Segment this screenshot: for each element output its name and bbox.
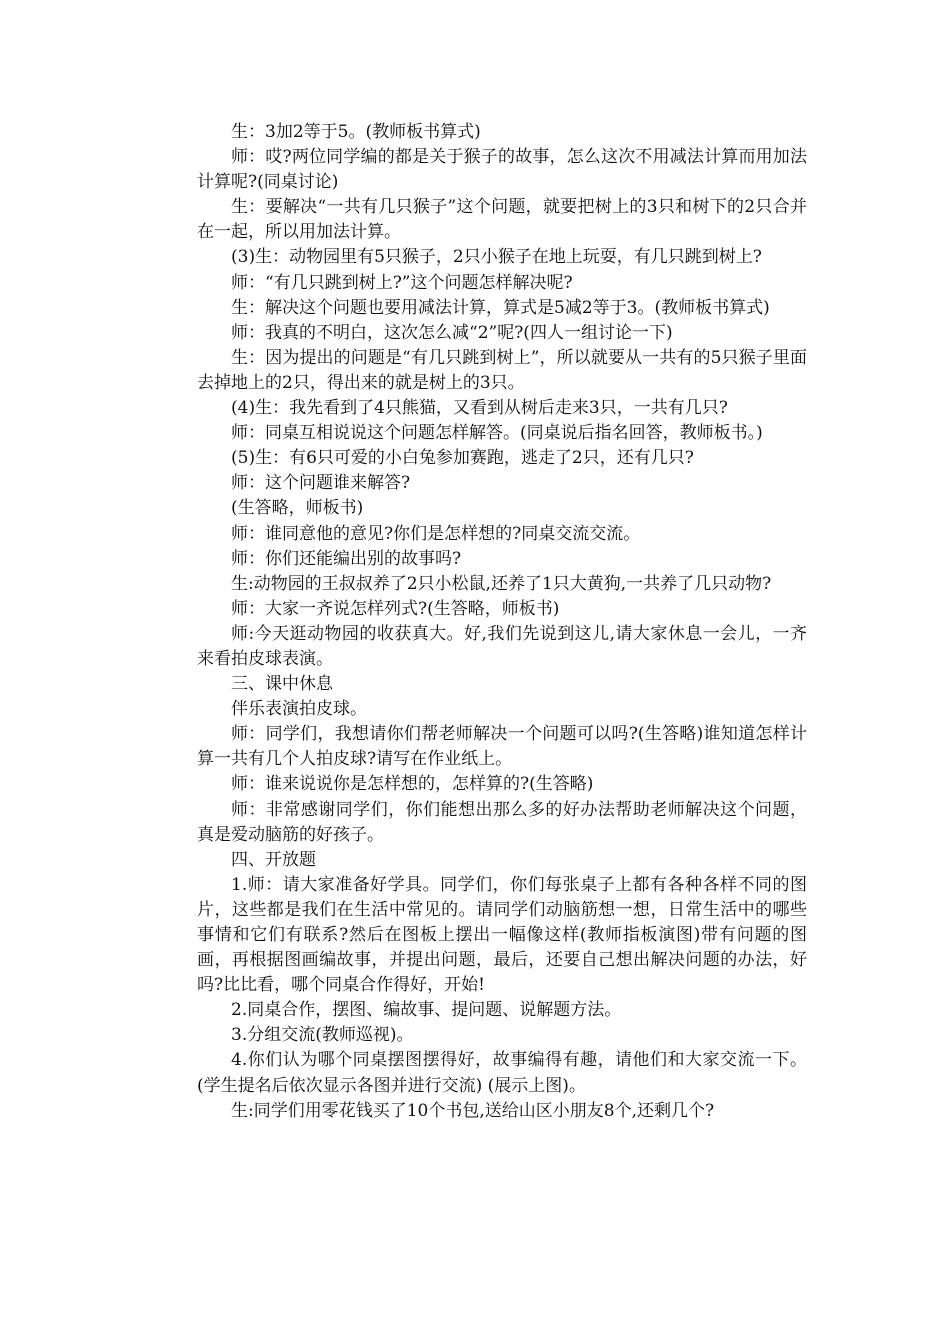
paragraph: 生：因为提出的问题是“有几只跳到树上”，所以就要从一共有的5只猴子里面去掉地上的2只，得出来的就是树上的3只。	[197, 347, 807, 393]
paragraph: 3.分组交流(教师巡视)。	[231, 1025, 414, 1046]
paragraph: 师：你们还能编出别的故事吗?	[231, 548, 462, 569]
paragraph: (生答略，师板书)	[231, 498, 364, 519]
paragraph: (5)生：有6只可爱的小白兔参加赛跑，逃走了2只，还有几只?	[231, 448, 694, 469]
paragraph: 伴乐表演拍皮球。	[231, 699, 367, 720]
paragraph: 生：3加2等于5。(教师板书算式)	[231, 122, 481, 142]
paragraph: 师：哎?两位同学编的都是关于猴子的故事，怎么这次不用减法计算而用加法计算呢?(同桌讨论)	[197, 147, 807, 193]
paragraph: 师：同桌互相说说这个问题怎样解答。(同桌说后指名回答，教师板书。)	[231, 423, 763, 444]
paragraph: 师:今天逛动物园的收获真大。好,我们先说到这儿,请大家休息一会儿，一齐来看拍皮球表演。	[197, 623, 807, 669]
paragraph: 生：解决这个问题也要用减法计算，算式是5减2等于3。(教师板书算式)	[231, 297, 770, 318]
paragraph: (4)生：我先看到了4只熊猫，又看到从树后走来3只，一共有几只?	[231, 398, 728, 419]
document-page	[197, 120, 807, 1124]
section-heading: 三、课中休息	[231, 674, 333, 695]
paragraph: 师：同学们，我想请你们帮老师解决一个问题可以吗?(生答略)谁知道怎样计算一共有几个人拍皮球?请写在作业纸上。	[197, 724, 807, 770]
paragraph: 师：这个问题谁来解答?	[231, 473, 411, 494]
paragraph: 师：谁来说说你是怎样想的，怎样算的?(生答略)	[231, 774, 594, 795]
paragraph: (3)生：动物园里有5只猴子，2只小猴子在地上玩耍，有几只跳到树上?	[231, 247, 762, 268]
paragraph: 2.同桌合作，摆图、编故事、提问题、说解题方法。	[231, 1000, 622, 1021]
paragraph: 生：要解决“一共有几只猴子”这个问题，就要把树上的3只和树下的2只合并在一起，所以用加法计算。	[197, 197, 807, 243]
paragraph: 师：“有几只跳到树上?”这个问题怎样解决呢?	[231, 272, 573, 293]
paragraph: 师：大家一齐说怎样列式?(生答略，师板书)	[231, 598, 560, 619]
paragraph: 生:动物园的王叔叔养了2只小松鼠,还养了1只大黄狗,一共养了几只动物?	[231, 573, 772, 594]
paragraph: 师：非常感谢同学们，你们能想出那么多的好办法帮助老师解决这个问题，真是爱动脑筋的好孩子。	[197, 799, 807, 845]
paragraph: 师：我真的不明白，这次怎么减“2”呢?(四人一组讨论一下)	[231, 322, 673, 343]
section-heading: 四、开放题	[231, 849, 316, 870]
paragraph: 生:同学们用零花钱买了10个书包,送给山区小朋友8个,还剩几个?	[231, 1100, 715, 1121]
paragraph: 师：谁同意他的意见?你们是怎样想的?同桌交流交流。	[231, 523, 641, 544]
paragraph: 4.你们认为哪个同桌摆图摆得好，故事编得有趣，请他们和大家交流一下。(学生提名后依次显示各图并进行交流) (展示上图)。	[197, 1050, 807, 1096]
paragraph: 1.师：请大家准备好学具。同学们，你们每张桌子上都有各种各样不同的图片，这些都是我们在生活中常见的。请同学们动脑筋想一想，日常生活中的哪些事情和它们有联系?然后在图板上摆出一幅像这样(教师指板演图)带有问题的图画，再根据图画编故事，并提出问题，最后，还要自己想出解决问题的办法，好吗?比比看，哪个同桌合作得好，开始!	[197, 874, 807, 996]
